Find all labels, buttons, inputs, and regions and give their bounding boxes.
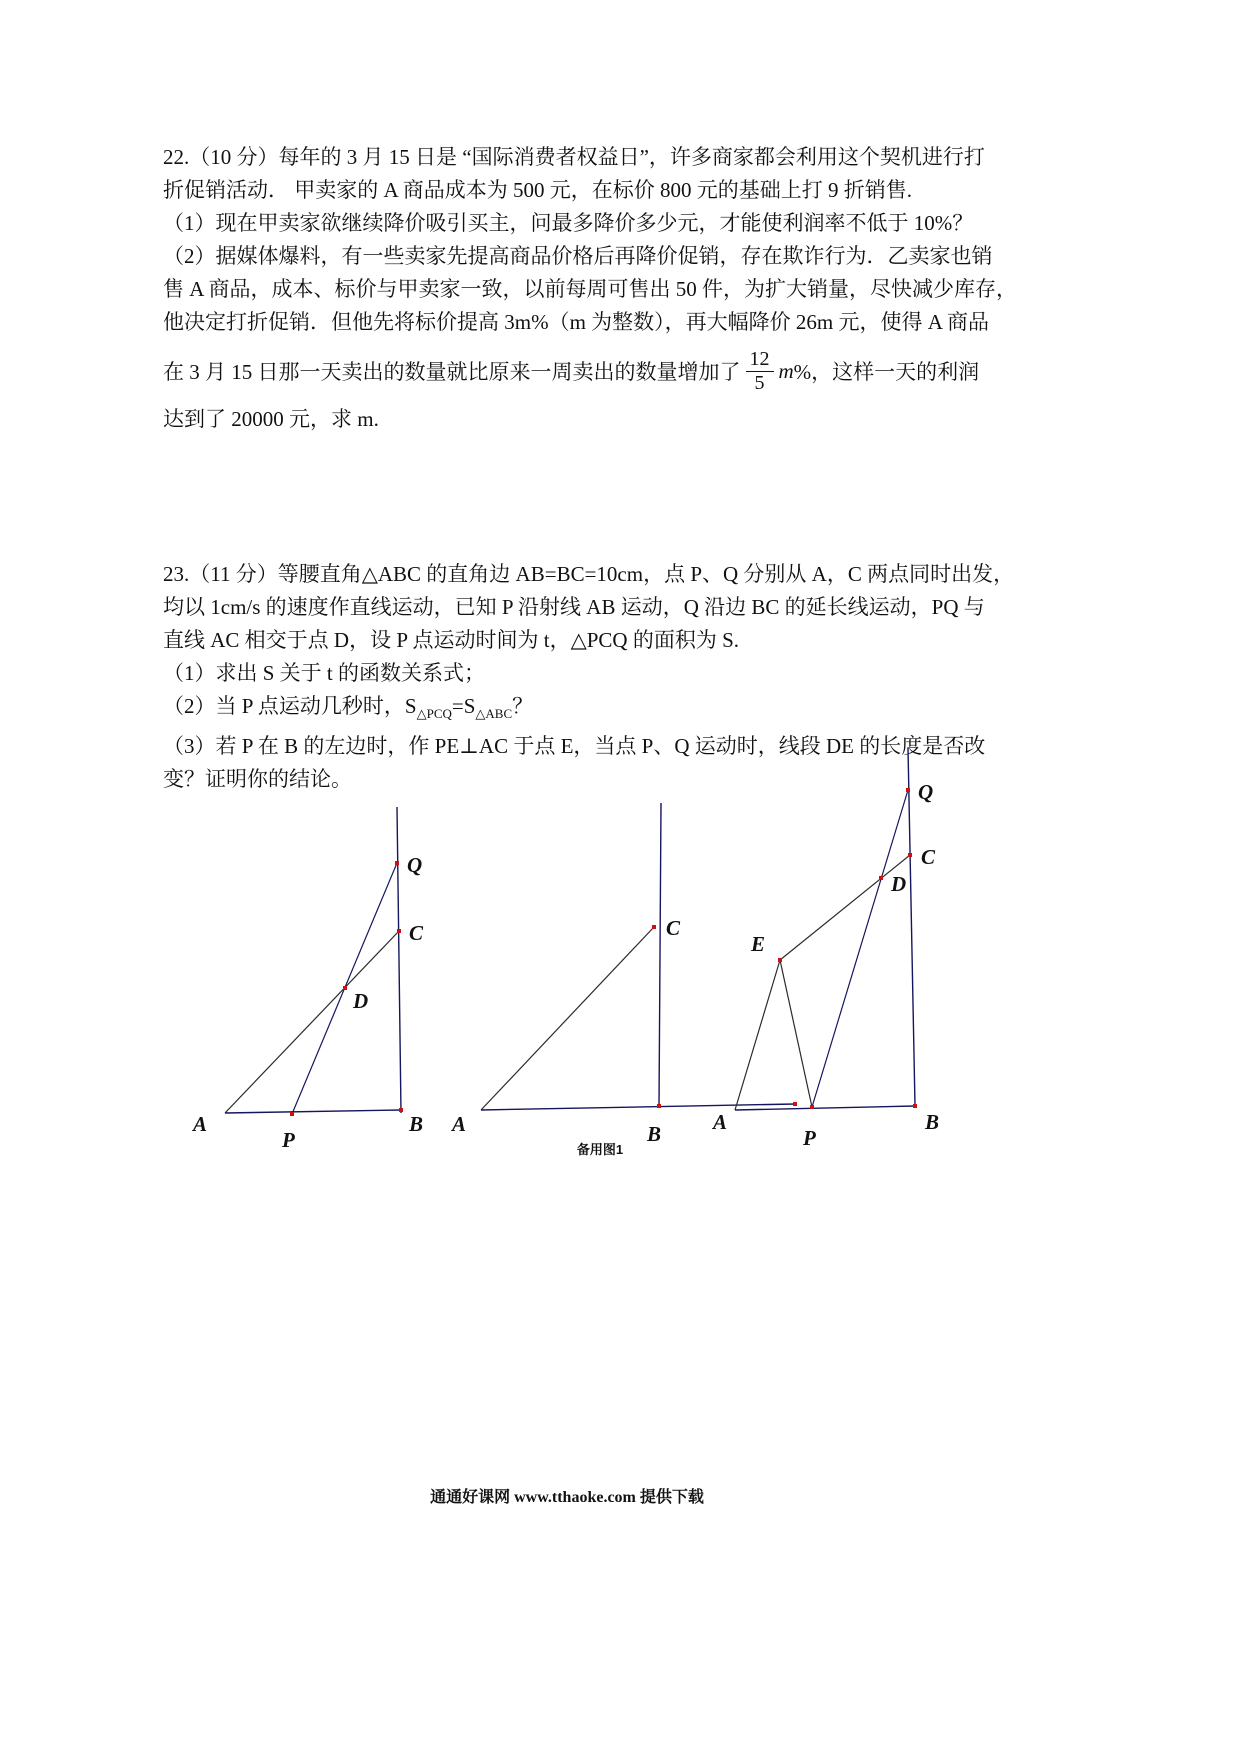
q23-line-3: 直线 AC 相交于点 D，设 P 点运动时间为 t，△PCQ 的面积为 S.	[163, 628, 740, 652]
fig1-label-c: C	[409, 921, 424, 945]
q23-sub-prefix: （2）当 P 点运动几秒时，S	[163, 694, 417, 718]
question-22-block	[163, 141, 1093, 436]
fig3-label-c: C	[921, 845, 936, 869]
subscript-abc: △ABC	[475, 706, 513, 722]
fig3-point-q-dot	[906, 788, 910, 792]
q22-fraction-suffix: %，这样一天的利润	[793, 360, 980, 384]
footer-site-credit: 通通好课网 www.tthaoke.com 提供下载	[430, 1489, 704, 1506]
fig3-label-p: P	[803, 1126, 816, 1150]
q22-fraction-line	[163, 339, 1093, 403]
fig3-label-b: B	[925, 1110, 940, 1134]
q23-line-4: （1）求出 S 关于 t 的函数关系式；	[163, 661, 486, 685]
fig2-label-a: A	[452, 1112, 467, 1136]
figure-main-triangle	[185, 745, 435, 1165]
q22-line-2: 折促销活动． 甲卖家的 A 商品成本为 500 元，在标价 800 元的基础上打 9 折销售.	[163, 178, 913, 202]
fig1-line-bq-vertical	[397, 807, 401, 1113]
fig3-line-ec	[780, 855, 910, 960]
q23-line-6: （3）若 P 在 B 的左边时，作 PE⊥AC 于点 E，当点 P、Q 运动时，线段 DE 的长度是否改	[163, 734, 986, 759]
fig2-caption: 备用图1	[576, 1142, 624, 1157]
figure-spare-2	[705, 745, 975, 1165]
fig1-point-c-dot	[397, 929, 401, 933]
fig3-line-bq-vertical	[908, 748, 915, 1106]
fraction-twelve-fifths	[746, 349, 774, 394]
q22-line-5: 售 A 商品，成本、标价与甲卖家一致，以前每周可售出 50 件，为扩大销量，尽快减少库存，	[163, 277, 1018, 301]
fig1-label-q: Q	[407, 853, 423, 877]
q22-line-4: （2）据媒体爆料，有一些卖家先提高商品价格后再降价促销，存在欺诈行为．乙卖家也销	[163, 244, 993, 268]
q23-line-1: 23.（11 分）等腰直角△ABC 的直角边 AB=BC=10cm，点 P、Q 分别从 A，C 两点同时出发，	[163, 562, 1015, 586]
fig3-point-b-dot	[913, 1104, 917, 1108]
q23-sub-mid: =S	[451, 694, 476, 718]
fig3-side-ab	[735, 1106, 915, 1110]
fig1-label-a: A	[193, 1112, 208, 1136]
fig2-line-ac	[481, 927, 654, 1110]
q23-line-5	[163, 690, 1093, 730]
fig3-label-e: E	[751, 932, 766, 956]
fig1-point-q-dot	[395, 861, 399, 865]
fraction-numerator: 12	[746, 349, 774, 372]
fig3-point-d-dot	[879, 876, 883, 880]
figures-row	[0, 745, 1240, 1175]
q22-fraction-prefix: 在 3 月 15 日那一天卖出的数量就比原来一周卖出的数量增加了	[163, 360, 741, 384]
fig1-label-b: B	[409, 1112, 424, 1136]
fig2-point-c-dot	[652, 925, 656, 929]
subscript-pcq: △PCQ	[416, 706, 452, 722]
fig3-line-ae	[735, 960, 780, 1110]
variable-m: m	[778, 358, 794, 383]
fig3-line-pe	[780, 960, 812, 1107]
fig1-line-ac	[225, 931, 399, 1113]
fig1-label-p: P	[282, 1128, 295, 1152]
q22-line-1: 22.（10 分）每年的 3 月 15 日是 “国际消费者权益日”，许多商家都会利用这个契机进行打	[163, 145, 985, 169]
fig3-point-c-dot	[908, 853, 912, 857]
fig1-point-d-dot	[343, 986, 347, 990]
fig3-label-a: A	[713, 1110, 728, 1134]
fig2-label-c: C	[666, 916, 681, 940]
fig2-label-b: B	[647, 1122, 662, 1146]
fig1-label-d: D	[353, 989, 369, 1013]
fig3-label-q: Q	[918, 780, 934, 804]
fraction-denominator: 5	[754, 371, 765, 394]
fig3-label-d: D	[891, 872, 907, 896]
q23-line-2: 均以 1cm/s 的速度作直线运动，已知 P 沿射线 AB 运动，Q 沿边 BC 的延长线运动，PQ 与	[163, 595, 985, 619]
q22-line-6: 他决定打折促销．但他先将标价提高 3m%（m 为整数），再大幅降价 26m 元，使得 A 商品	[163, 310, 990, 334]
fig2-point-b-dot	[657, 1104, 661, 1108]
fig1-side-ab	[225, 1110, 401, 1113]
fig3-line-pq	[812, 790, 908, 1107]
q23-sub-suffix: ？	[512, 694, 534, 718]
fig1-point-p-dot	[290, 1112, 294, 1116]
fig3-point-e-dot	[778, 958, 782, 962]
fig1-point-b-dot	[399, 1108, 403, 1112]
fig3-point-p-dot	[810, 1105, 814, 1109]
q22-line-8: 达到了 20000 元，求 m.	[163, 407, 379, 431]
q22-line-3: （1）现在甲卖家欲继续降价吸引买主，问最多降价多少元，才能使利润率不低于 10%？	[163, 211, 974, 235]
fig2-line-bc-vertical	[659, 803, 661, 1106]
q23-line-7: 变？证明你的结论。	[163, 767, 352, 792]
